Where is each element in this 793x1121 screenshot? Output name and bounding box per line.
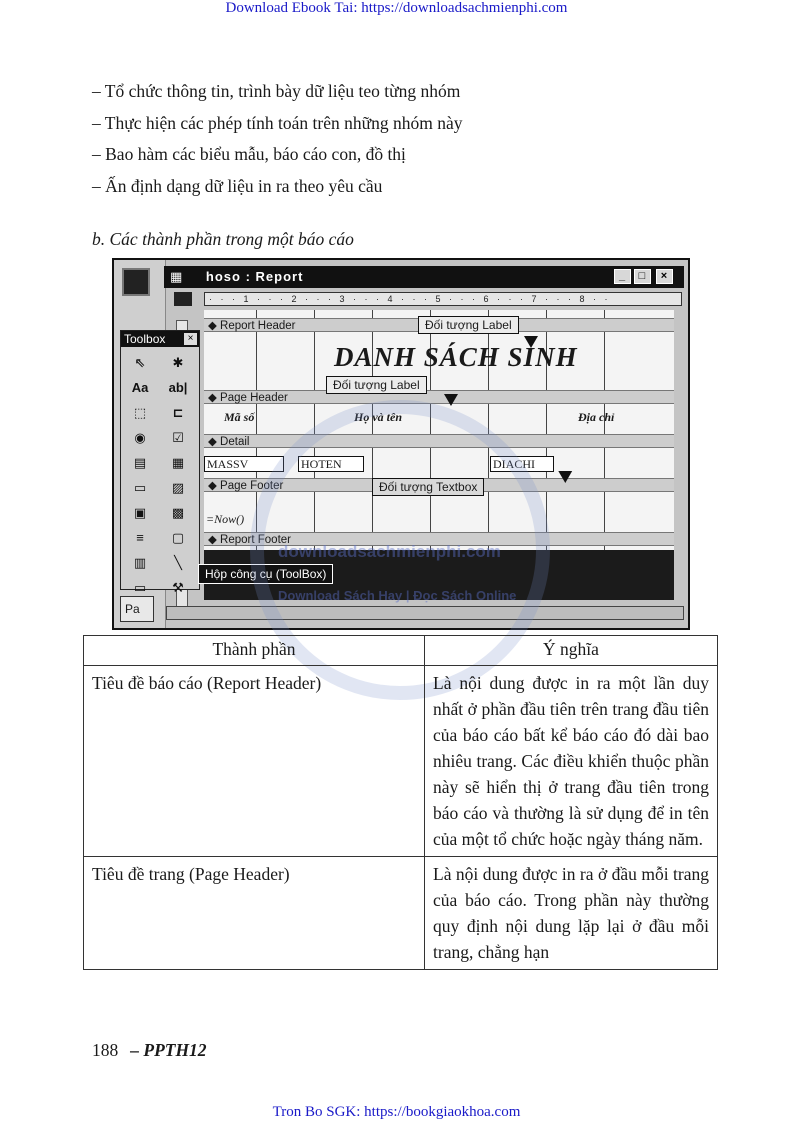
bullet-item: – Tổ chức thông tin, trình bày dữ liệu teo từng nhóm <box>92 81 461 101</box>
horizontal-ruler: · · · 1 · · · 2 · · · 3 · · · 4 · · · 5 · · · 6 · · · 7 · · · 8 · · <box>204 292 682 306</box>
label-maso: Mã số <box>224 410 255 424</box>
watermark-site: downloadsachmienphi.com <box>278 542 501 561</box>
band-detail: ◆ Detail <box>204 434 674 448</box>
label-hoten: Họ và tên <box>354 410 402 424</box>
checkbox-tool-icon: ☑ <box>172 430 184 445</box>
band-report-footer: ◆ Report Footer <box>204 532 674 546</box>
bullet-list <box>92 76 463 202</box>
components-table <box>83 635 718 970</box>
close-icon: × <box>656 269 673 284</box>
close-icon: × <box>184 333 197 345</box>
textbox-diachi: DIACHI <box>490 456 554 472</box>
component-name: Tiêu đề trang (Page Header) <box>84 857 425 970</box>
page-break-tool-icon: ≡ <box>136 530 144 545</box>
pages-tab: Pa <box>120 596 154 622</box>
watermark-tagline: Download Sách Hay | Đọc Sách Online <box>278 588 517 603</box>
toggle-button-tool-icon: ⊏ <box>172 405 184 420</box>
section-title: b. Các thành phần trong một báo cáo <box>92 229 354 249</box>
ruler-corner <box>174 292 192 306</box>
textbox-massv: MASSV <box>204 456 284 472</box>
horizontal-scrollbar <box>166 606 684 620</box>
table-row <box>84 666 718 857</box>
minimize-icon: _ <box>614 269 631 284</box>
option-button-tool-icon: ◉ <box>134 430 146 445</box>
column-header: Ý nghĩa <box>425 636 718 666</box>
window-titlebar <box>164 266 684 288</box>
maximize-icon: □ <box>634 269 651 284</box>
table-row <box>84 857 718 970</box>
bound-frame-tool-icon: ▩ <box>171 505 185 520</box>
option-group-tool-icon: ⬚ <box>133 405 147 420</box>
textbox-hoten: HOTEN <box>298 456 364 472</box>
book-code: – PPTH12 <box>130 1040 207 1060</box>
report-banner-title: DANH SÁCH SINH <box>334 342 578 372</box>
callout-label-object: Đối tượng Label <box>326 376 427 394</box>
table-header-row <box>84 636 718 666</box>
line-tool-icon: ╲ <box>174 555 182 570</box>
callout-textbox-object: Đối tượng Textbox <box>372 478 484 496</box>
report-icon: ▦ <box>170 269 184 284</box>
bottom-sgk-link[interactable]: Tron Bo SGK: https://bookgiaokhoa.com <box>272 1104 521 1120</box>
select-tool-icon: ⇖ <box>134 355 146 370</box>
rectangle-tool-icon: ▭ <box>133 580 147 595</box>
system-menu-icon <box>122 268 150 296</box>
callout-label-object: Đối tượng Label <box>418 316 519 334</box>
callout-arrow <box>524 336 538 348</box>
column-header: Thành phần <box>84 636 425 666</box>
list-box-tool-icon: ▦ <box>171 455 185 470</box>
band-page-header: ◆ Page Header <box>204 390 674 404</box>
command-button-tool-icon: ▭ <box>133 480 147 495</box>
band-report-header: ◆ Report Header <box>204 318 674 332</box>
top-download-link[interactable]: Download Ebook Tai: https://downloadsachmienphi.com <box>225 0 568 16</box>
component-meaning: Là nội dung được in ra một lần duy nhất ở phần đầu tiên trên trang đầu tiên của báo cáo bất kể báo cáo đó dài bao nhiêu trang. Các điều khiển thuộc phần này sẽ hiển thị ở trang đầu tiên trong báo cáo và thường là sử dụng để in tên của một tổ chức hoặc ngày tháng năm. <box>425 666 718 857</box>
textbox-now: =Now() <box>206 512 245 526</box>
page-footer <box>92 1040 207 1061</box>
label-tool-icon: Aa <box>131 380 149 395</box>
combo-box-tool-icon: ▤ <box>133 455 147 470</box>
textbox-tool-icon: ab| <box>168 380 188 395</box>
callout-toolbox: Hộp công cụ (ToolBox) <box>198 564 333 584</box>
window-title: hoso : Report <box>205 269 304 284</box>
wizard-tool-icon: ✱ <box>172 355 184 370</box>
band-page-footer: ◆ Page Footer <box>204 478 674 492</box>
bullet-item: – Thực hiện các phép tính toán trên những nhóm này <box>92 112 463 133</box>
report-designer-screenshot <box>112 258 690 630</box>
subform-tool-icon: ▥ <box>133 555 147 570</box>
page-number: 188 <box>92 1040 119 1060</box>
bullet-item: – Bao hàm các biểu mẫu, báo cáo con, đồ thị <box>92 144 406 164</box>
component-name: Tiêu đề báo cáo (Report Header) <box>84 666 425 857</box>
image-tool-icon: ▨ <box>171 480 185 495</box>
unbound-frame-tool-icon: ▣ <box>133 505 147 520</box>
tab-control-tool-icon: ▢ <box>171 530 185 545</box>
toolbox-panel <box>120 330 200 595</box>
label-diachi: Địa chỉ <box>578 410 615 424</box>
more-controls-tool-icon: ⚒ <box>172 580 184 595</box>
toolbox-tools <box>121 347 199 603</box>
component-meaning: Là nội dung được in ra ở đầu mỗi trang của báo cáo. Trong phần này thường quy định nội dung lặp lại ở đầu mỗi trang, chẳng hạn <box>425 857 718 970</box>
toolbox-titlebar <box>121 331 199 347</box>
callout-arrow <box>444 394 458 406</box>
toolbox-title: Toolbox <box>124 332 166 346</box>
bullet-item: – Ấn định dạng dữ liệu in ra theo yêu cầu <box>92 175 383 196</box>
